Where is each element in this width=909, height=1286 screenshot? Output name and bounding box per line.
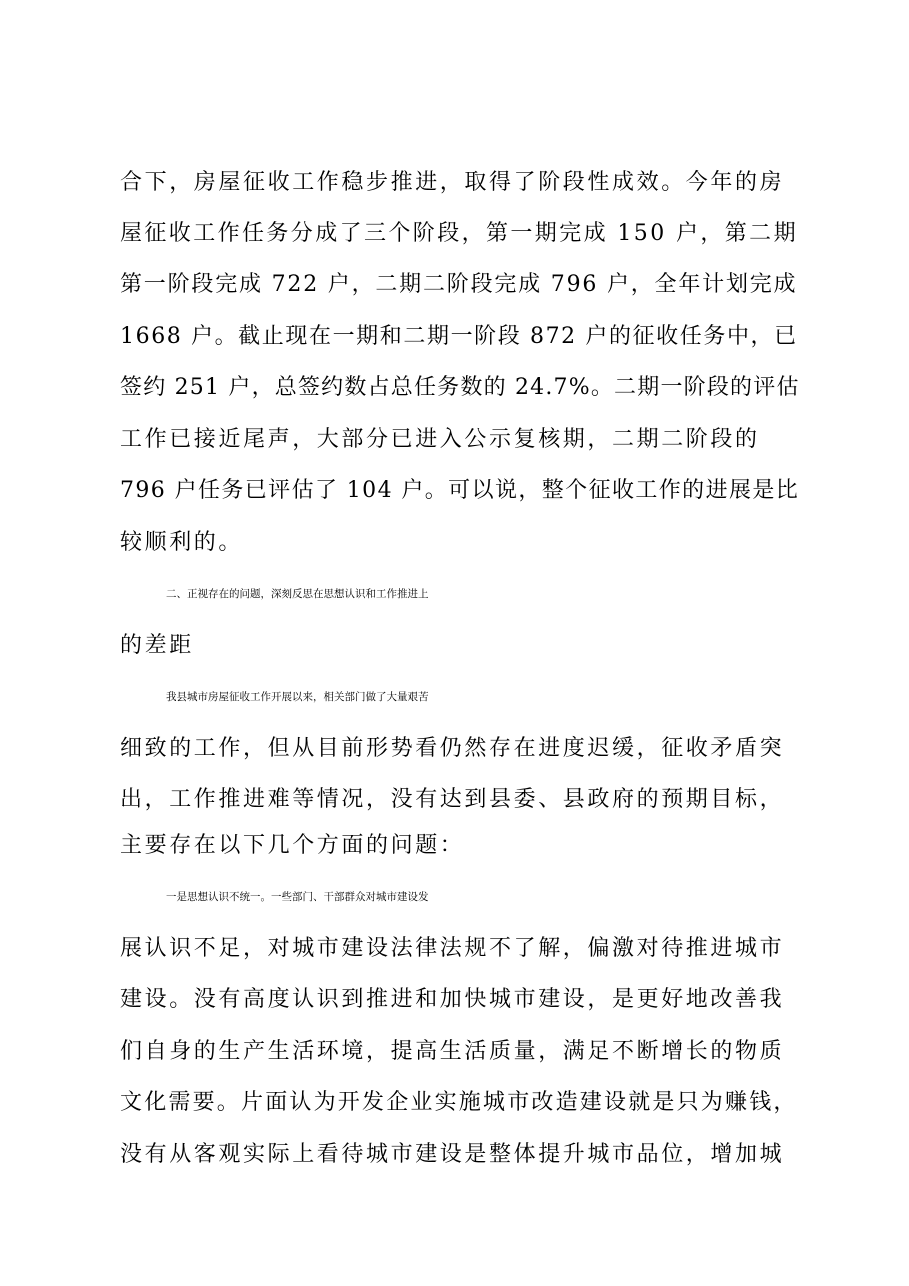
text-line: 一是思想认识不统一。一些部门、干部群众对城市建设发 [166, 891, 429, 903]
text-line: 展认识不足，对城市建设法律法规不了解，偏激对待推进城市 [120, 936, 785, 961]
text-line: 第一阶段完成 722 户，二期二阶段完成 796 户，全年计划完成 [120, 272, 798, 297]
text-line: 签约 251 户，总签约数占总任务数的 24.7%。二期一阶段的评估 [120, 375, 800, 400]
text-line: 们自身的生产生活环境，提高生活质量，满足不断增长的物质 [120, 1039, 785, 1064]
text-line: 我县城市房屋征收工作开展以来，相关部门做了大量艰苦 [166, 691, 429, 703]
text-line: 主要存在以下几个方面的问题： [120, 833, 465, 858]
text-line: 细致的工作，但从目前形势看仍然存在进度迟缓，征收矛盾突 [120, 736, 785, 761]
text-line: 796 户任务已评估了 104 户。可以说，整个征收工作的进展是比 [120, 478, 800, 503]
text-line: 工作已接近尾声，大部分已进入公示复核期，二期二阶段的 [120, 427, 760, 452]
text-line: 建设。没有高度认识到推进和加快城市建设，是更好地改善我 [120, 987, 785, 1012]
text-line: 屋征收工作任务分成了三个阶段，第一期完成 150 户，第二期 [120, 221, 798, 246]
text-line: 没有从客观实际上看待城市建设是整体提升城市品位，增加城 [120, 1142, 785, 1167]
text-line: 1668 户。截止现在一期和二期一阶段 872 户的征收任务中，已 [120, 324, 798, 349]
section-heading-continuation: 的差距 [120, 633, 194, 658]
section-heading: 二、正视存在的问题，深刻反思在思想认识和工作推进上 [166, 588, 429, 600]
text-line: 较顺利的。 [120, 530, 244, 555]
text-line: 文化需要。片面认为开发企业实施城市改造建设就是只为赚钱， [120, 1090, 798, 1115]
text-line: 出，工作推进难等情况，没有达到县委、县政府的预期目标， [120, 787, 785, 812]
text-line: 合下，房屋征收工作稳步推进，取得了阶段性成效。今年的房 [120, 170, 785, 195]
